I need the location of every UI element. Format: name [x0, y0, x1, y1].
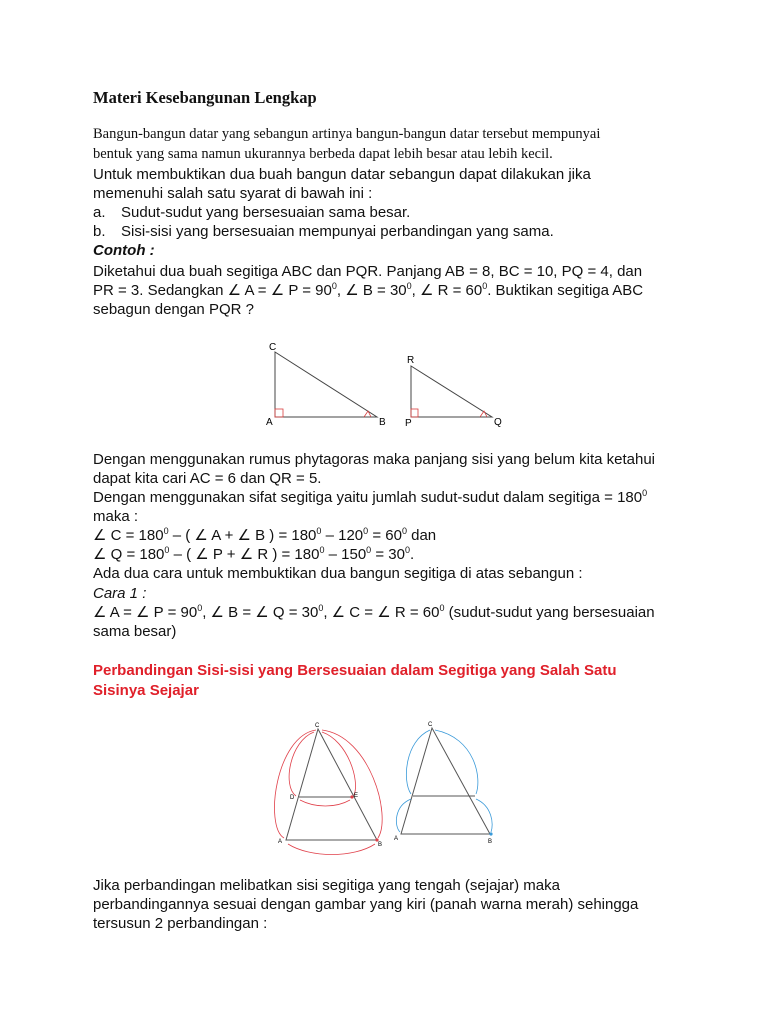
vertex-label-b: B [378, 842, 383, 848]
superscript: 0 [406, 281, 412, 291]
vertex-label-q: Q [494, 417, 502, 428]
text: – 150 [324, 546, 367, 563]
paragraph-line: Ada dua cara untuk membuktikan dua bangun segitiga di atas sebangun : [93, 565, 583, 582]
red-arrow [322, 730, 382, 838]
superscript: 0 [363, 526, 369, 536]
paragraph-line: Diketahui dua buah segitiga ABC dan PQR. Panjang AB = 8, BC = 10, PQ = 4, dan [93, 263, 643, 280]
list-marker: a. [93, 204, 106, 221]
triangle-pqr [411, 366, 492, 417]
intro-line-2: bentuk yang sama namun ukurannya berbeda dapat lebih besar atau lebih kecil. [93, 146, 553, 162]
superscript: 0 [642, 488, 648, 498]
triangle-left [286, 729, 377, 840]
blue-arrow [476, 799, 492, 832]
point [489, 832, 492, 835]
text: , ∠ C = ∠ R = 60 [323, 604, 440, 621]
angle-mark [480, 411, 487, 417]
paragraph-line: Jika perbandingan melibatkan sisi segitiga yang tengah (sejajar) maka [93, 877, 560, 894]
vertex-label-a: A [394, 836, 399, 842]
red-arrow [274, 730, 316, 838]
blue-arrow [406, 730, 430, 794]
vertex-label-r: R [407, 355, 415, 366]
superscript: 0 [163, 526, 169, 536]
paragraph-line: perbandingannya sesuai dengan gambar yang kiri (panah warna merah) sehingga [93, 896, 639, 913]
condition-b [93, 222, 554, 241]
text: – 120 [321, 527, 364, 544]
vertex-label-b: B [379, 417, 386, 428]
intro-line-1: Bangun-bangun datar yang sebangun artinya bangun-bangun datar tersebut mempunyai [93, 126, 601, 142]
superscript: 0 [164, 545, 170, 555]
paragraph-line: sebagun dengan PQR ? [93, 301, 254, 318]
text: ∠ C = 180 [93, 527, 164, 544]
red-arrow [288, 844, 375, 855]
right-angle-mark [275, 409, 283, 417]
superscript: 0 [319, 545, 325, 555]
text: dan [406, 527, 437, 544]
paragraph-line: tersusun 2 perbandingan : [93, 915, 268, 932]
list-item-text: Sisi-sisi yang bersesuaian mempunyai perbandingan yang sama. [121, 223, 554, 240]
page-title: Materi Kesebangunan Lengkap [93, 88, 317, 107]
superscript: 0 [197, 603, 203, 613]
blue-arrow [435, 730, 478, 794]
superscript: 0 [316, 526, 322, 536]
right-angle-mark [411, 409, 418, 417]
paragraph-line [93, 603, 655, 622]
paragraph-line: memenuhi salah satu syarat di bawah ini : [93, 185, 373, 202]
text: ∠ Q = 180 [93, 546, 165, 563]
paragraph-line [93, 488, 647, 507]
list-marker: b. [93, 223, 106, 240]
paragraph-line: dapat kita cari AC = 6 dan QR = 5. [93, 470, 322, 487]
blue-arrow [396, 799, 411, 832]
triangle-abc [275, 352, 377, 417]
paragraph-line: Untuk membuktikan dua buah bangun datar sebangun dapat dilakukan jika [93, 166, 591, 183]
text: , ∠ B = 30 [336, 282, 407, 299]
vertex-label-p: P [405, 418, 412, 429]
red-arrow [322, 732, 356, 795]
paragraph-line [93, 281, 643, 300]
paragraph-line: maka : [93, 508, 139, 525]
paragraph-line: Dengan menggunakan rumus phytagoras maka panjang sisi yang belum kita ketahui [93, 451, 656, 468]
example-heading: Contoh : [93, 242, 155, 259]
text: (sudut-sudut yang bersesuaian [444, 604, 655, 621]
equation-q [93, 545, 414, 564]
paragraph-line: sama besar) [93, 623, 177, 640]
text: = 30 [371, 546, 405, 563]
text: , ∠ B = ∠ Q = 30 [202, 604, 319, 621]
superscript: 0 [331, 281, 337, 291]
list-item-text: Sudut-sudut yang bersesuaian sama besar. [121, 204, 411, 221]
red-arrow [300, 800, 350, 806]
vertex-label-d: D [290, 795, 295, 801]
equation-c [93, 526, 436, 545]
parallel-triangles-figure [270, 716, 510, 856]
text: . [409, 546, 415, 563]
superscript: 0 [404, 545, 410, 555]
angle-mark [364, 411, 371, 417]
vertex-label-a: A [278, 839, 283, 845]
text: ∠ A = ∠ P = 90 [93, 604, 198, 621]
vertex-label-c: C [315, 723, 320, 729]
triangles-figure [260, 336, 510, 432]
text: . Buktikan segitiga ABC [487, 282, 644, 299]
vertex-label-a: A [266, 417, 273, 428]
superscript: 0 [401, 526, 407, 536]
text: – ( ∠ A + ∠ B ) = 180 [168, 527, 317, 544]
condition-a [93, 203, 410, 222]
superscript: 0 [318, 603, 324, 613]
vertex-label-e: E [354, 793, 359, 799]
method-heading: Cara 1 : [93, 585, 147, 602]
vertex-label-c: C [269, 342, 277, 353]
superscript: 0 [439, 603, 445, 613]
text: PR = 3. Sedangkan ∠ A = ∠ P = 90 [93, 282, 332, 299]
text: Dengan menggunakan sifat segitiga yaitu jumlah sudut-sudut dalam segitiga = 180 [93, 489, 643, 506]
superscript: 0 [482, 281, 488, 291]
section-heading: Perbandingan Sisi-sisi yang Bersesuaian dalam Segitiga yang Salah Satu [93, 662, 617, 679]
vertex-label-b: B [488, 839, 493, 845]
section-heading: Sisinya Sejajar [93, 682, 199, 699]
vertex-label-c: C [428, 722, 433, 728]
superscript: 0 [366, 545, 372, 555]
text: = 60 [368, 527, 402, 544]
text: , ∠ R = 60 [411, 282, 483, 299]
text: – ( ∠ P + ∠ R ) = 180 [169, 546, 320, 563]
